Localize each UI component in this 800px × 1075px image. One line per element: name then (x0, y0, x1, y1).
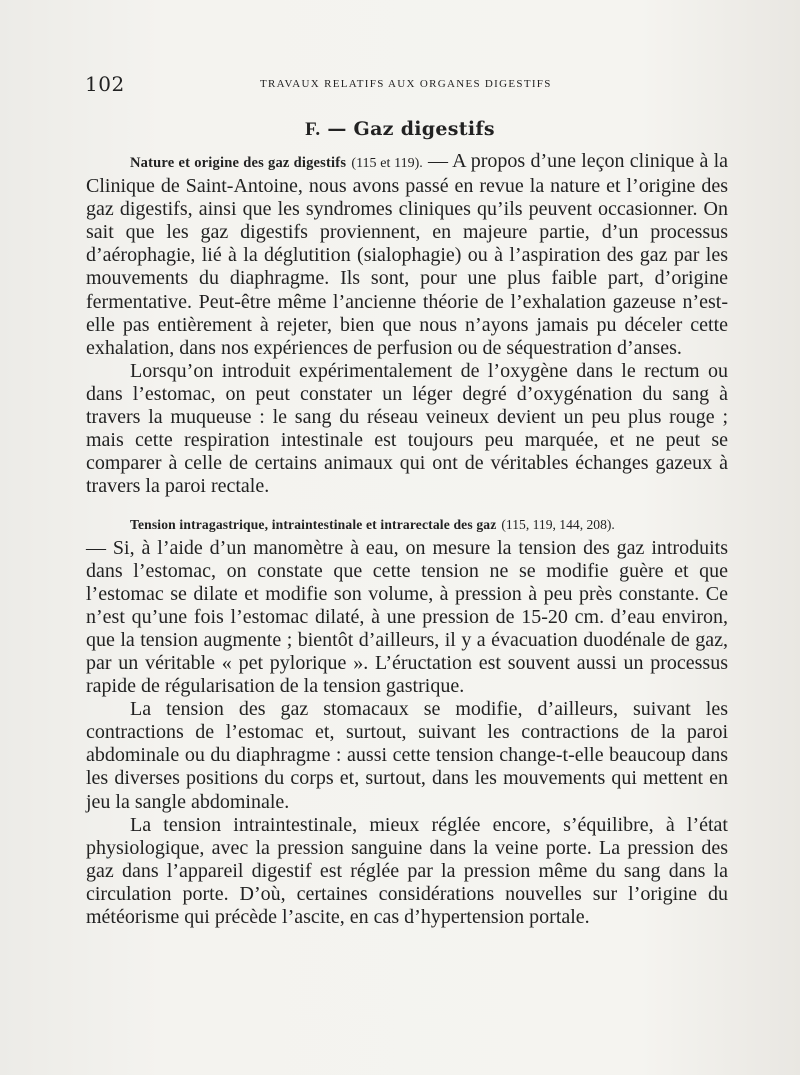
section-title: Gaz digestifs (353, 118, 495, 140)
reference-numbers: (115 et 119). (351, 156, 423, 171)
spacer (86, 498, 728, 512)
paragraph-intraintestinale: La tension intraintestinale, mieux réglée encore, s’équilibre, à l’état physiologique, avec la pression sanguine dans la veine porte. La pression des gaz dans l’appareil digestif est réglée par la pression même du sang dans la circulation porte. D’où, certaines considérations nouvelles sur l’origine du météorisme qui précède l’ascite, en cas d’hypertension portale. (86, 813, 728, 928)
subsection-title-nature: Nature et origine des gaz digestifs (130, 155, 347, 171)
paragraph-oxygene: Lorsqu’on introduit expérimentalement de l’oxygène dans le rectum ou dans l’estomac, on peut constater un léger degré d’oxygénation du sang à travers la muqueuse : le sang du réseau veineux devient un peu plus rouge ; mais cette respiration intestinale est toujours peu marquée, et ne peut se comparer à celle de certains animaux qui ont de véritables échanges gazeux à travers la paroi rectale. (86, 359, 728, 498)
running-title: TRAVAUX RELATIFS AUX ORGANES DIGESTIFS (260, 78, 552, 90)
section-dash: — (327, 118, 347, 140)
subsection-title-tension: Tension intragastrique, intraintestinale et intrarectale des gaz (130, 517, 497, 533)
paragraph-tension-heading (86, 512, 728, 536)
paragraph-nature-origine (86, 150, 728, 360)
paragraph-gaz-stomacaux: La tension des gaz stomacaux se modifie, d’ailleurs, suivant les contractions de l’estomac et, surtout, suivant les contractions de la paroi abdominale ou du diaphragme : aussi cette tension change-t-elle beaucoup dans les diverses positions du corps et, surtout, dans les mouvements qui mettent en jeu la sangle abdominale. (86, 698, 728, 813)
paragraph-text: — A propos d’une leçon clinique à la Clinique de Saint-Antoine, nous avons passé en revue la nature et l’origine des gaz digestifs, ainsi que les syndromes cliniques qu’ils peuvent occasionner. On sait que les gaz digestifs proviennent, en majeure partie, d’un processus d’aérophagie, lié à la déglutition (sialophagie) ou à l’aspiration des gaz par les mouvements du diaphragme. Ils sont, pour une plus faible part, d’origine fermentative. Peut-être même l’ancienne théorie de l’exhalation gazeuse n’est-elle pas entièrement à rejeter, bien que nous n’ayons jamais pu déceler cette exhalation, dans nos expériences de perfusion ou de séquestration d’anses. (86, 150, 729, 359)
running-head (85, 72, 725, 98)
section-heading (0, 118, 800, 141)
section-letter: F. (305, 119, 321, 140)
body-text (86, 150, 728, 929)
page-number: 102 (85, 72, 125, 96)
paragraph-manometre: — Si, à l’aide d’un manomètre à eau, on mesure la tension des gaz introduits dans l’estomac, on constate que cette tension ne se modifie guère et que l’estomac se dilate et modifie son volume, à pression à peu près constante. Ce n’est qu’une fois l’estomac dilaté, à une pression de 15-20 cm. d’eau environ, que la tension augmente ; bientôt d’ailleurs, il y a évacuation duodénale de gaz, par un véritable « pet pylorique ». L’éructation est souvent aussi un processus rapide de régularisation de la tension gastrique. (86, 536, 728, 698)
subsection-heading-line (130, 512, 728, 536)
reference-numbers: (115, 119, 144, 208). (501, 517, 615, 533)
